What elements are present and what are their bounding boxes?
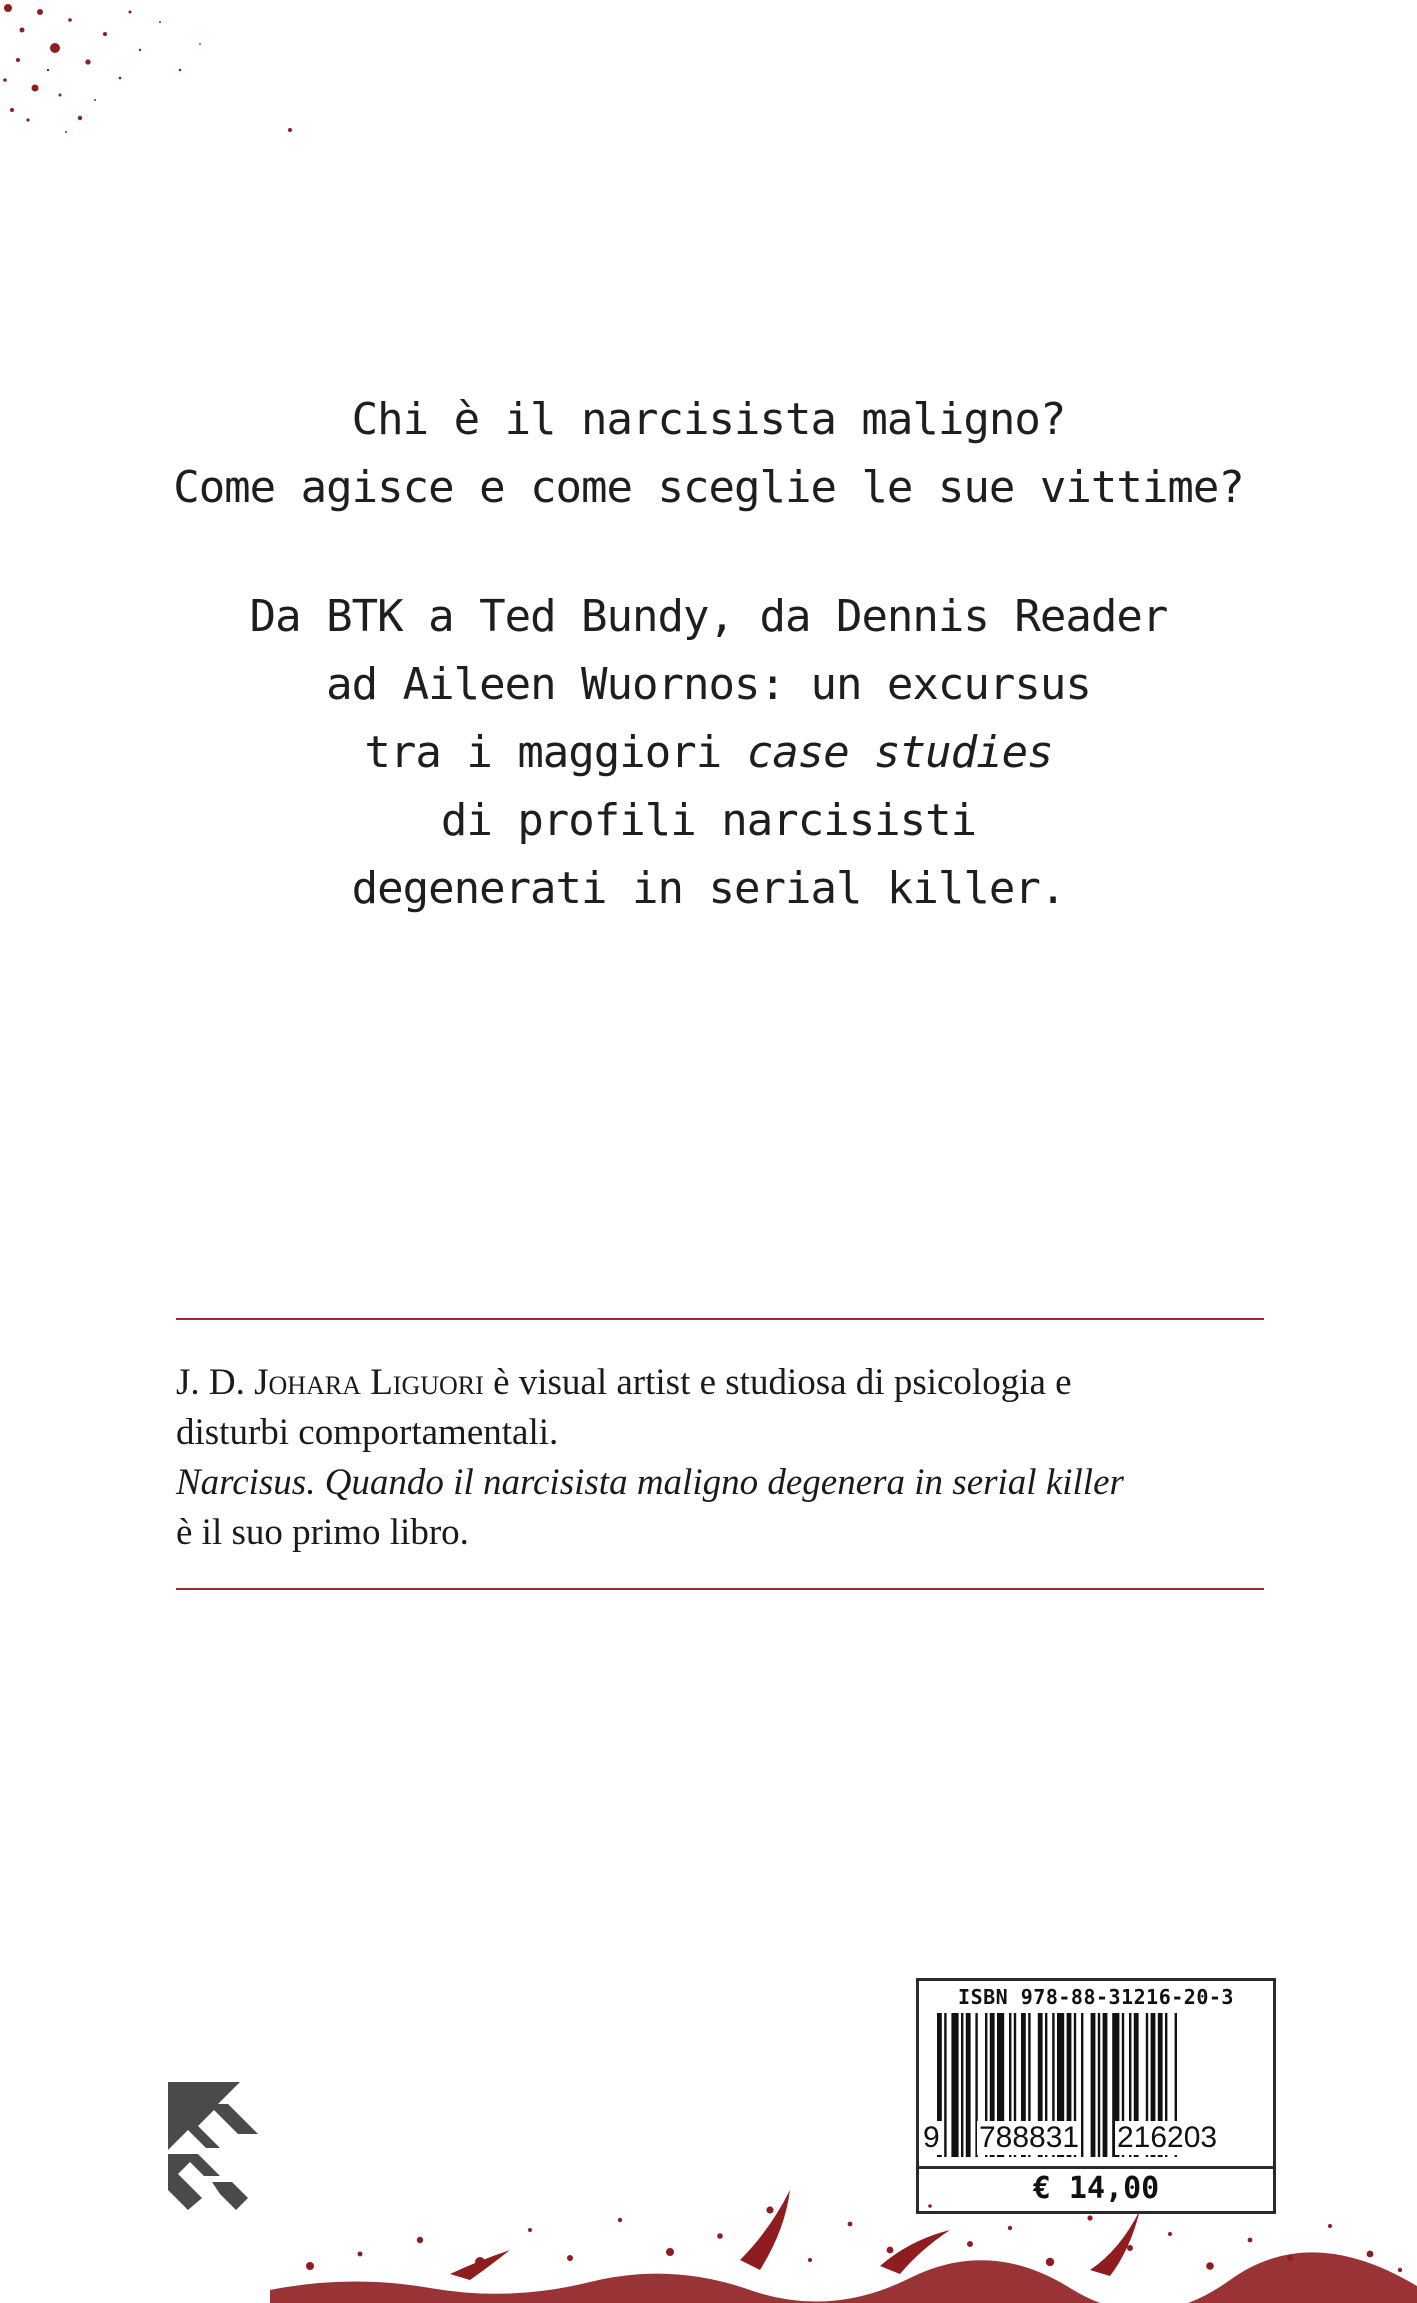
blood-splatter-top	[0, 0, 320, 150]
bio-book-title	[176, 1458, 1286, 1508]
book-title: Narcisus. Quando il narcisista maligno degenera in serial killer	[176, 1462, 1124, 1503]
isbn-label: ISBN 978-88-31216-20-3	[958, 1985, 1234, 2009]
blurb-question-2: Come agisce e come sceglie le sue vittime?	[173, 462, 1244, 513]
blurb-line-1: Da BTK a Ted Bundy, da Dennis Reader	[249, 591, 1168, 642]
blurb-line-3-text: tra i maggiori	[364, 727, 747, 778]
blurb-paragraph	[0, 583, 1417, 923]
price-label: € 14,00	[919, 2166, 1273, 2211]
publisher-logo-icon	[168, 2082, 258, 2210]
barcode-digit-lead: 9	[923, 2121, 940, 2154]
divider-bottom	[176, 1588, 1264, 1590]
author-initials: J. D.	[176, 1362, 255, 1403]
divider-top	[176, 1318, 1264, 1320]
bio-line-1	[176, 1358, 1286, 1408]
blurb-line-4: di profili narcisisti	[440, 795, 977, 846]
blurb-line-2: ad Aileen Wuornos: un excursus	[326, 659, 1091, 710]
bio-line-1-rest: è visual artist e studiosa di psicologia e	[483, 1362, 1072, 1403]
blurb-question-1: Chi è il narcisista maligno?	[351, 394, 1066, 445]
barcode-digits-left: 788831	[979, 2121, 1080, 2154]
barcode-digits-right: 216203	[1117, 2121, 1218, 2154]
bio-line-4: è il suo primo libro.	[176, 1512, 469, 1553]
author-name: Johara Liguori	[254, 1362, 484, 1403]
blurb-questions	[0, 386, 1417, 522]
blurb-line-5: degenerati in serial killer.	[351, 863, 1066, 914]
blurb-line-3	[0, 719, 1417, 787]
author-bio	[176, 1358, 1286, 1558]
blurb-case-studies: case studies	[746, 727, 1053, 778]
blood-splatter-bottom	[270, 2170, 1417, 2303]
barcode-digits	[919, 2121, 1273, 2161]
bio-line-2: disturbi comportamentali.	[176, 1412, 559, 1453]
